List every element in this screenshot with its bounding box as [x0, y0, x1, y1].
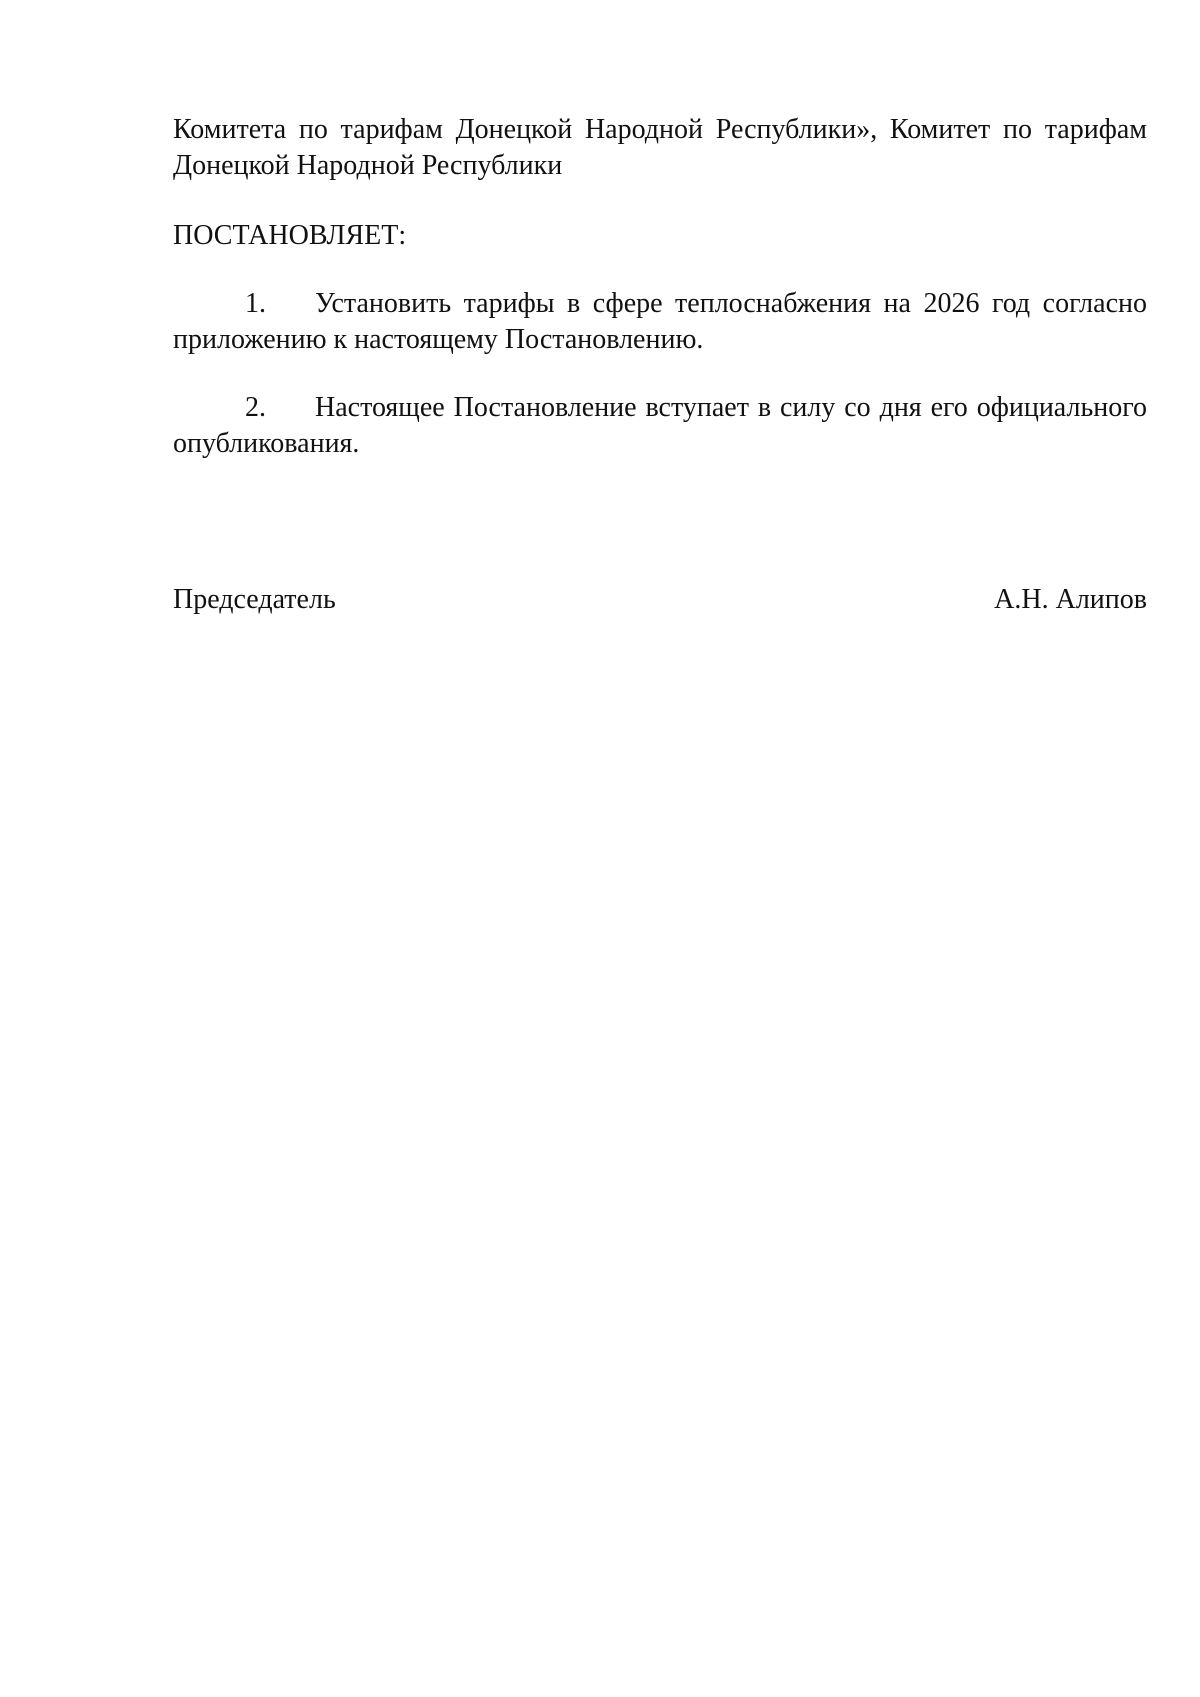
intro-paragraph: Комитета по тарифам Донецкой Народной Республики», Комитет по тарифам Донецкой Народной Республики [173, 114, 1147, 181]
item-number: 1. [245, 288, 266, 319]
list-item [173, 390, 1147, 462]
item-number: 2. [245, 392, 266, 423]
item-text: Установить тарифы в сфере теплоснабжения на 2026 год согласно приложению к настоящему Постановлению. [173, 288, 1147, 355]
item-text: Настоящее Постановление вступает в силу со дня его официального опубликования. [173, 392, 1147, 459]
decree-heading: ПОСТАНОВЛЯЕТ: [173, 220, 407, 251]
list-item [173, 286, 1147, 358]
signatory-title: Председатель [173, 584, 336, 615]
signature-block [173, 582, 1147, 622]
document-body [173, 112, 1147, 494]
signatory-name: А.Н. Алипов [994, 584, 1147, 615]
